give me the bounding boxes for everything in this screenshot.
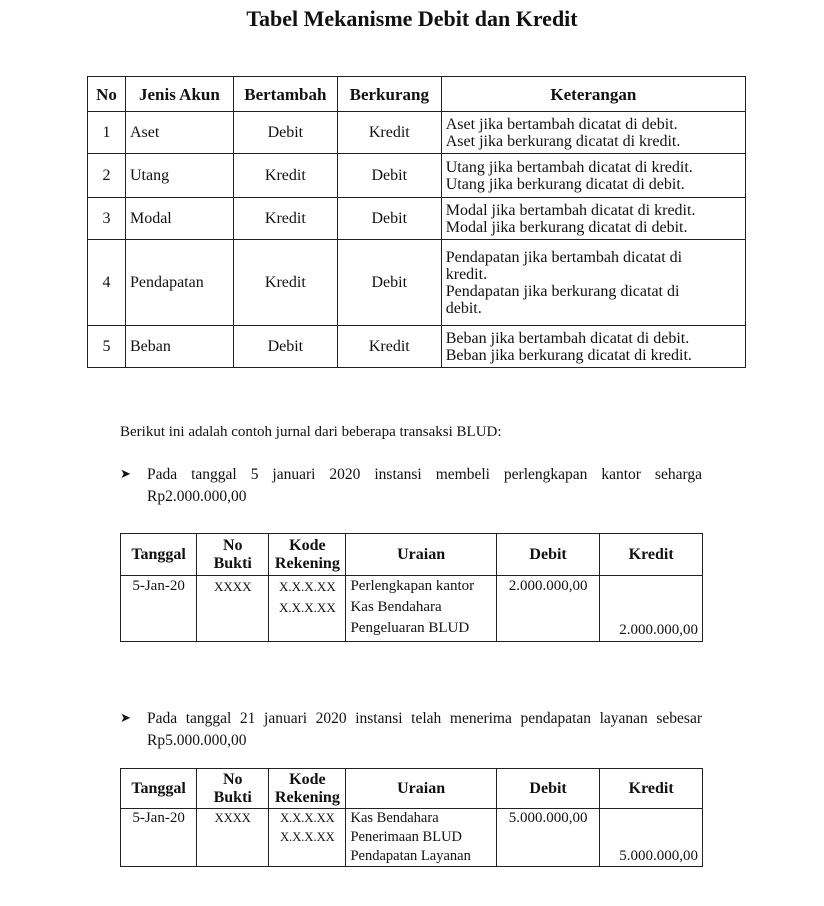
table-header-row — [88, 77, 746, 112]
uraian-line: Perlengkapan kantor — [350, 578, 475, 594]
row-bertambah: Debit — [233, 112, 337, 154]
header-uraian: Uraian — [346, 534, 496, 576]
header-tanggal: Tanggal — [121, 534, 197, 576]
journal-table-1 — [120, 533, 703, 642]
transaction-2-description — [120, 708, 702, 752]
row-akun: Aset — [125, 112, 233, 154]
uraian-line: Pendapatan Layanan — [350, 848, 471, 864]
row-keterangan — [441, 198, 745, 240]
header-keterangan: Keterangan — [441, 77, 745, 112]
row-bertambah: Kredit — [233, 198, 337, 240]
entry-no-bukti: XXXX — [197, 809, 269, 867]
entry-kode — [269, 809, 346, 867]
row-berkurang: Kredit — [337, 326, 441, 368]
keterangan-line: Beban jika bertambah dicatat di debit. — [445, 329, 690, 347]
row-no: 3 — [88, 198, 126, 240]
row-bertambah: Kredit — [233, 154, 337, 198]
kode-line: X.X.X.XX — [279, 600, 336, 615]
header-kredit: Kredit — [600, 769, 703, 809]
keterangan-line: Utang jika bertambah dicatat di kredit. — [445, 158, 693, 176]
entry-uraian — [346, 576, 496, 642]
entry-kredit: 5.000.000,00 — [600, 809, 703, 867]
row-keterangan — [441, 112, 745, 154]
kode-line: X.X.X.XX — [280, 830, 335, 844]
row-no: 4 — [88, 240, 126, 326]
entry-debit: 2.000.000,00 — [496, 576, 600, 642]
journal-entry-row — [121, 809, 703, 867]
row-no: 5 — [88, 326, 126, 368]
debit-credit-mechanism-table — [87, 76, 746, 368]
header-berkurang: Berkurang — [337, 77, 441, 112]
keterangan-line: Beban jika berkurang dicatat di kredit. — [445, 346, 692, 364]
entry-kode — [269, 576, 346, 642]
journal-header-row — [121, 769, 703, 809]
header-kode-rekening: Kode Rekening — [269, 769, 346, 809]
row-berkurang: Kredit — [337, 112, 441, 154]
row-bertambah: Debit — [233, 326, 337, 368]
table-row — [88, 326, 746, 368]
transaction-text: Pada tanggal 5 januari 2020 instansi membeli perlengkapan kantor seharga Rp2.000.000,00 — [147, 466, 702, 505]
keterangan-line: Pendapatan jika berkurang dicatat di — [445, 282, 680, 300]
row-keterangan — [441, 154, 745, 198]
keterangan-line: Modal jika bertambah dicatat di kredit. — [445, 201, 696, 219]
entry-tanggal: 5-Jan-20 — [121, 809, 197, 867]
journal-table-2 — [120, 768, 703, 867]
header-debit: Debit — [496, 534, 600, 576]
row-akun: Modal — [125, 198, 233, 240]
row-no: 2 — [88, 154, 126, 198]
kode-line: X.X.X.XX — [280, 811, 335, 825]
table-row — [88, 154, 746, 198]
journal-intro-text: Berikut ini adalah contoh jurnal dari beberapa transaksi BLUD: — [120, 424, 502, 440]
header-bertambah: Bertambah — [233, 77, 337, 112]
row-keterangan — [441, 326, 745, 368]
keterangan-line: debit. — [445, 299, 482, 317]
uraian-line: Kas Bendahara — [350, 599, 442, 615]
uraian-line: Kas Bendahara — [350, 810, 439, 826]
arrow-bullet-icon: ➤ — [120, 711, 131, 726]
kode-line: X.X.X.XX — [279, 579, 336, 594]
row-akun: Pendapatan — [125, 240, 233, 326]
row-no: 1 — [88, 112, 126, 154]
uraian-line: Penerimaan BLUD — [350, 829, 463, 845]
header-kredit: Kredit — [600, 534, 703, 576]
entry-tanggal: 5-Jan-20 — [121, 576, 197, 642]
header-debit: Debit — [496, 769, 600, 809]
header-jenis-akun: Jenis Akun — [125, 77, 233, 112]
row-berkurang: Debit — [337, 198, 441, 240]
table-row — [88, 198, 746, 240]
entry-debit: 5.000.000,00 — [496, 809, 600, 867]
keterangan-line: Utang jika berkurang dicatat di debit. — [445, 175, 685, 193]
header-no: No — [88, 77, 126, 112]
arrow-bullet-icon: ➤ — [120, 467, 131, 482]
journal-entry-row — [121, 576, 703, 642]
header-no-bukti: No Bukti — [197, 769, 269, 809]
row-keterangan — [441, 240, 745, 326]
table-row — [88, 112, 746, 154]
transaction-text: Pada tanggal 21 januari 2020 instansi telah menerima pendapatan layanan sebesar Rp5.000.000,00 — [147, 710, 702, 749]
entry-no-bukti: XXXX — [197, 576, 269, 642]
transaction-1-description — [120, 464, 702, 508]
header-uraian: Uraian — [346, 769, 496, 809]
row-akun: Beban — [125, 326, 233, 368]
row-berkurang: Debit — [337, 154, 441, 198]
keterangan-line: Aset jika berkurang dicatat di kredit. — [445, 132, 681, 150]
table-row — [88, 240, 746, 326]
keterangan-line: kredit. — [445, 265, 488, 283]
header-no-bukti: No Bukti — [197, 534, 269, 576]
keterangan-line: Pendapatan jika bertambah dicatat di — [445, 248, 683, 266]
keterangan-line: Aset jika bertambah dicatat di debit. — [445, 115, 678, 133]
keterangan-line: Modal jika berkurang dicatat di debit. — [445, 218, 688, 236]
row-bertambah: Kredit — [233, 240, 337, 326]
entry-kredit: 2.000.000,00 — [600, 576, 703, 642]
entry-uraian — [346, 809, 496, 867]
header-kode-rekening: Kode Rekening — [269, 534, 346, 576]
header-tanggal: Tanggal — [121, 769, 197, 809]
row-berkurang: Debit — [337, 240, 441, 326]
page-title: Tabel Mekanisme Debit dan Kredit — [246, 6, 578, 31]
journal-header-row — [121, 534, 703, 576]
uraian-line: Pengeluaran BLUD — [350, 620, 470, 636]
row-akun: Utang — [125, 154, 233, 198]
